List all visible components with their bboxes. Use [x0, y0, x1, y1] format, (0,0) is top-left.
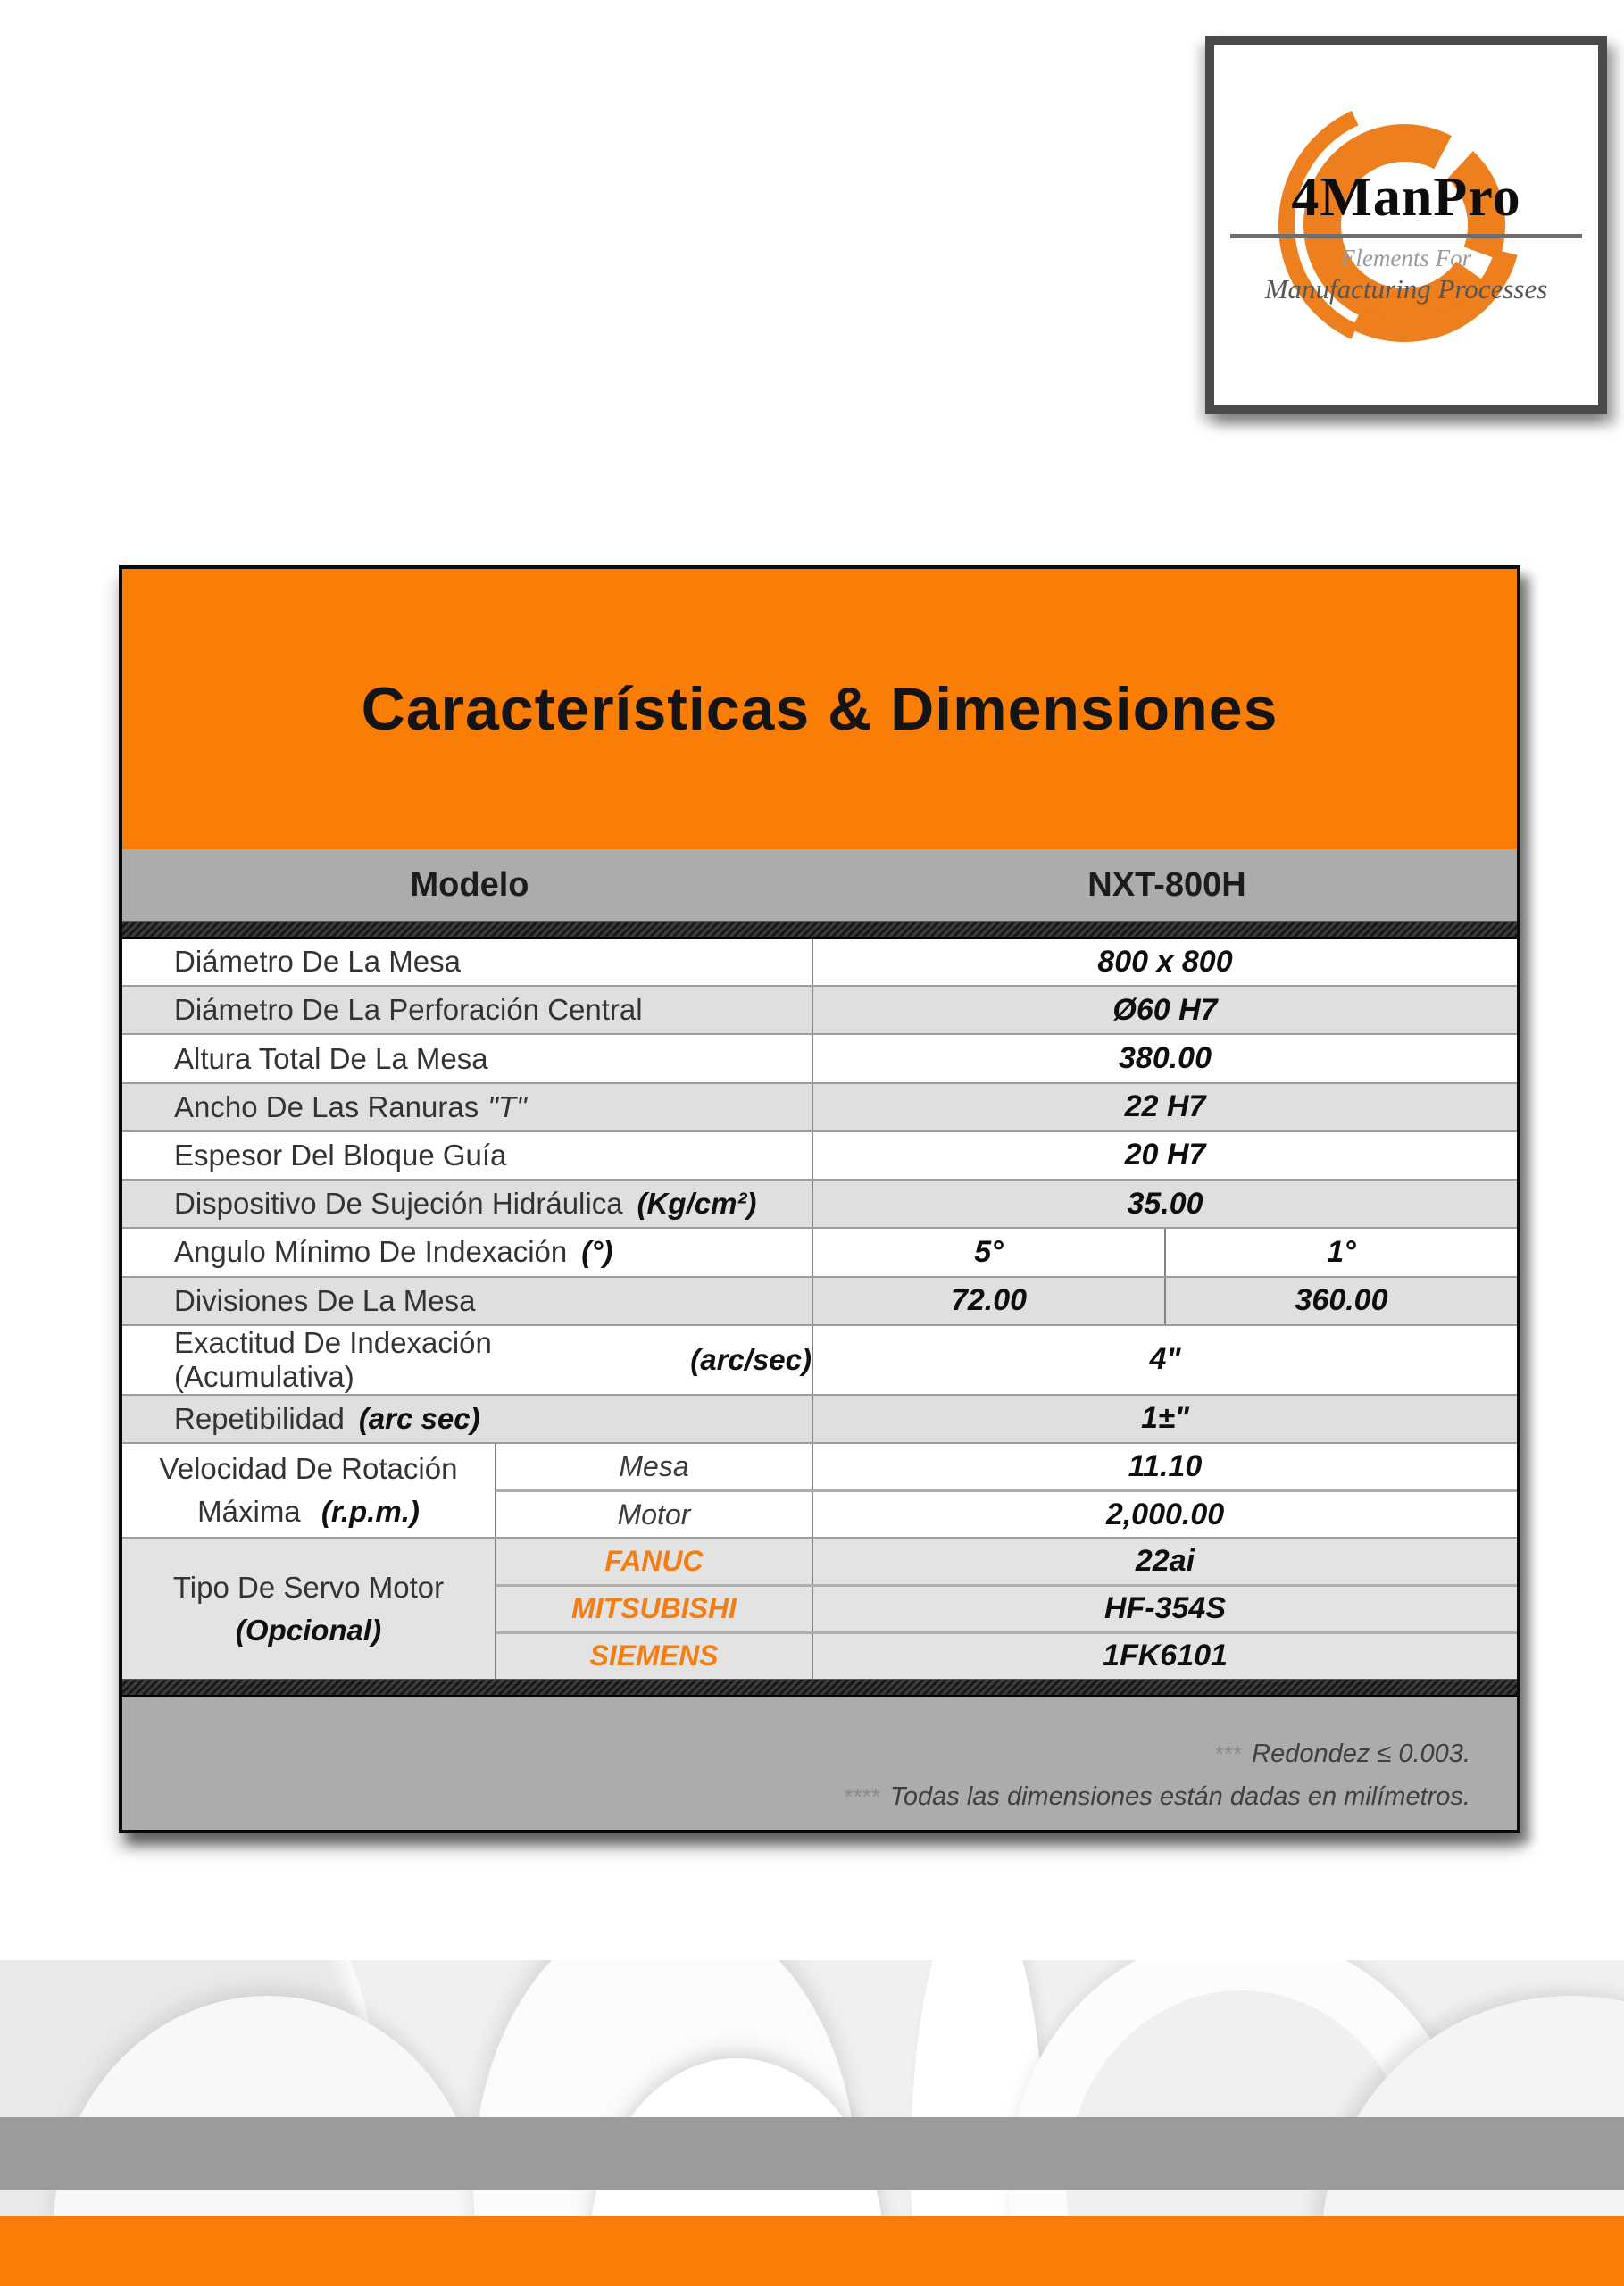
row-label: Diámetro De La Perforación Central	[174, 993, 643, 1027]
row-label-unit: (°)	[581, 1235, 613, 1269]
sub-row-value: 2,000.00	[1105, 1497, 1225, 1531]
sub-row-label: Mesa	[496, 1444, 813, 1489]
sub-row-value: 1FK6101	[1103, 1639, 1228, 1673]
rotation-speed-group	[122, 1442, 1517, 1537]
table-row	[122, 1033, 1517, 1081]
brand-divider	[1230, 234, 1582, 238]
row-label: Dispositivo De Sujeción Hidráulica	[174, 1187, 623, 1221]
row-label: Ancho De Las Ranuras	[174, 1089, 479, 1123]
footer-orange-band	[0, 2216, 1624, 2286]
row-value-right: 1°	[1164, 1229, 1517, 1275]
row-label-unit: (arc sec)	[358, 1401, 480, 1435]
brand-name: 4ManPro	[1291, 167, 1521, 228]
row-value: 22 H7	[1124, 1089, 1206, 1124]
group-label-line1: Velocidad De Rotación	[159, 1452, 458, 1486]
separator-bar-bottom	[122, 1679, 1517, 1697]
table-row	[122, 939, 1517, 985]
sub-row-value: HF-354S	[1103, 1591, 1227, 1626]
separator-bar-top	[122, 921, 1517, 939]
row-value-right: 360.00	[1164, 1278, 1517, 1324]
row-value-left: 5°	[974, 1234, 1004, 1269]
row-value: 20 H7	[1124, 1138, 1206, 1172]
footnote-roundness: *** Redondez ≤ 0.003.	[1213, 1740, 1470, 1768]
row-value: 1±"	[1141, 1401, 1189, 1436]
sub-row-brand: FANUC	[496, 1539, 813, 1583]
row-label: Divisiones De La Mesa	[174, 1283, 476, 1317]
table-row	[122, 1227, 1517, 1275]
group-label-unit: (r.p.m.)	[321, 1495, 420, 1529]
row-label: Angulo Mínimo De Indexación	[174, 1235, 568, 1269]
row-value: 4"	[1149, 1342, 1181, 1377]
table-row	[122, 1276, 1517, 1324]
row-value: 380.00	[1119, 1041, 1212, 1076]
row-label: Altura Total De La Mesa	[174, 1041, 488, 1075]
row-value: Ø60 H7	[1112, 992, 1218, 1027]
group-label-unit: (Opcional)	[235, 1613, 382, 1647]
table-row	[496, 1584, 1517, 1631]
row-value: 800 x 800	[1097, 944, 1233, 979]
row-label-unit: (Kg/cm²)	[637, 1187, 757, 1221]
spec-card	[119, 565, 1520, 1833]
footnote-stars: ****	[843, 1783, 879, 1810]
footnote-stars: ***	[1213, 1740, 1242, 1767]
sub-row-label: Motor	[496, 1492, 813, 1538]
table-row	[122, 985, 1517, 1033]
sub-row-brand: SIEMENS	[496, 1634, 813, 1679]
sub-row-brand: MITSUBISHI	[496, 1587, 813, 1631]
footer-gray-band	[0, 2117, 1624, 2190]
group-label-line1: Tipo De Servo Motor	[172, 1570, 445, 1604]
model-header-label: Modelo	[410, 865, 529, 904]
table-row	[122, 1394, 1517, 1442]
row-value: 35.00	[1127, 1186, 1203, 1221]
table-row	[122, 1082, 1517, 1130]
row-value-left: 72.00	[950, 1283, 1028, 1318]
table-row	[496, 1539, 1517, 1583]
table-row	[122, 1324, 1517, 1394]
table-row	[496, 1631, 1517, 1679]
sub-row-value: 11.10	[1128, 1448, 1203, 1483]
row-label-unit: (arc/sec)	[690, 1342, 812, 1376]
row-label: Repetibilidad	[174, 1401, 345, 1435]
footnote-dimensions: **** Todas las dimensiones están dadas en milímetros.	[843, 1782, 1470, 1811]
model-header-row	[122, 849, 1517, 921]
row-label-unit: "T"	[487, 1089, 527, 1123]
brand-tagline-line2: Manufacturing Processes	[1264, 273, 1548, 305]
table-row	[496, 1444, 1517, 1489]
table-row	[122, 1130, 1517, 1179]
title-banner	[122, 569, 1517, 849]
table-row	[122, 1179, 1517, 1227]
table-row	[496, 1489, 1517, 1538]
row-label: Espesor Del Bloque Guía	[174, 1138, 507, 1172]
footnotes-area	[122, 1697, 1517, 1830]
model-header-value: NXT-800H	[1087, 865, 1246, 904]
group-label-line2: Máxima	[197, 1495, 301, 1529]
brand-logo-card	[1205, 36, 1607, 414]
brand-tagline-line1: Elements For	[1340, 245, 1472, 271]
row-label: Exactitud De Indexación (Acumulativa)	[174, 1325, 492, 1393]
sub-row-value: 22ai	[1135, 1544, 1195, 1578]
row-label: Diámetro De La Mesa	[174, 945, 461, 979]
spec-table	[122, 939, 1517, 1679]
page-title: Características & Dimensiones	[361, 675, 1278, 743]
servo-motor-group	[122, 1537, 1517, 1679]
